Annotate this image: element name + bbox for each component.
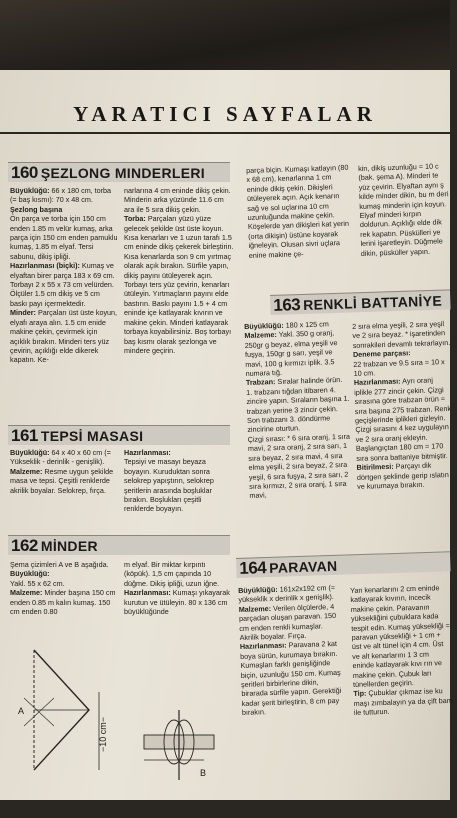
paragraph xyxy=(246,375,352,435)
paragraph-keyword: Hazırlanması (biçki): xyxy=(10,261,80,271)
paragraph-text: 161x2x192 cm (= yükseklik x derinlik x genişlik). xyxy=(238,582,336,605)
paragraph xyxy=(352,319,451,350)
paragraph-text: Kumaşı yıkayarak kurutun ve ütüleyin. 80 x 136 cm büyüklüğünde xyxy=(124,588,230,617)
paragraph xyxy=(358,161,453,258)
section-163-number: 163 xyxy=(273,294,301,315)
section-163-column-2 xyxy=(352,319,457,554)
paragraph xyxy=(10,214,118,261)
section-160-title xyxy=(8,162,230,182)
paragraph-text: 64 x 40 x 60 cm (= Yükseklik - derinlik - genişlik). xyxy=(10,448,111,467)
paragraph xyxy=(10,205,118,214)
issue-number: 7/2001 xyxy=(42,811,64,818)
paragraph-text: Parçayı dik dörtgen şeklinde gerip ıslatın ve kurumaya bırakın. xyxy=(356,460,449,491)
page-header: YARATICI SAYFALAR xyxy=(73,102,377,126)
paragraph-keyword: Hazırlanması: xyxy=(353,376,401,388)
section-162-title xyxy=(8,535,230,555)
page-footer xyxy=(3,808,64,818)
section-161-title xyxy=(8,425,230,445)
section-163-title xyxy=(270,289,451,315)
paragraph-text: Minder başına 150 cm enden 0.85 m kalın kumaş. 150 cm enden 0.80 xyxy=(10,588,116,617)
paragraph xyxy=(354,375,455,463)
section-160-number: 160 xyxy=(11,162,38,182)
section-162-column-2 xyxy=(124,560,232,640)
section-163-name: RENKLİ BATTANİYE xyxy=(302,292,443,313)
paragraph xyxy=(124,214,234,355)
cushion-diagram xyxy=(4,640,230,800)
paragraph-text: Yakl. 55 x 62 cm. xyxy=(10,578,65,588)
section-164-number: 164 xyxy=(239,557,267,578)
header-rule xyxy=(0,132,450,134)
paragraph-text: Parçaları üst üste koyun, elyafı araya alın. 1.5 cm enide makine çekin, çevirmek için açıklık bırakın. Minderi ters yüz çevirin, açıklığı elde dikerek kapatın. Ke- xyxy=(10,308,118,365)
paragraph xyxy=(10,186,118,205)
paragraph-text: 2 sıra elma yeşili, 2 sıra yeşil ve 2 sıra beyaz. * işaretinden sonrakileri devamlı tekrarlayın. xyxy=(352,319,451,350)
paragraph-text: kin, dikiş uzunluğu = 10 c (bak. şema A). Minderi te yüz çevirin. Elyaftan aynı ş kilde minder dikin, bu m deri kumaş minderin için koyun. Elyaf minderi kırpın doldurun. Açıklığı elde dik rek kapatın. Püskülleri ye lerini işaretleyin. Düğmele dikin, püsküller yapın. xyxy=(358,161,449,258)
paragraph-keyword: Büyüklüğü: xyxy=(238,584,278,595)
section-164-column-2 xyxy=(350,583,457,796)
paragraph-text: Ön parça ve torba için 150 cm enden 1.85 m velür kumaş, arka parça için 150 cm enden pamuklu kumaş, 1.85 m elyaf. Tersi sabunu, dikiş ipliği. xyxy=(10,214,118,261)
cushion-diagram-svg xyxy=(4,640,230,800)
paragraph-text: 66 x 180 cm, torba (= baş kısmı): 70 x 48 cm. xyxy=(10,186,112,205)
section-160-column-1 xyxy=(10,186,118,428)
paragraph xyxy=(240,639,346,717)
paragraph-text: 180 x 125 cm xyxy=(283,319,329,330)
paragraph xyxy=(124,457,232,513)
paragraph-text: Çizgi sırası: * 6 sıra oranj, 1 sıra mavi, 2 sıra oranj, 2 sıra sarı, 1 sıra beyaz, 2 sıra mavi, 4 sıra elma yeşili, 2 sıra beyaz, 2 sıra yeşil, 6 sıra fuşya, 2 sıra sarı, 2 sıra kırmızı, 2 sıra oranj, 1 sıra mavi, xyxy=(247,431,351,501)
paragraph xyxy=(10,308,118,364)
paragraph xyxy=(356,460,455,491)
brand-logo: burda xyxy=(14,808,39,818)
paragraph-keyword: Deneme parçası: xyxy=(352,348,411,360)
dimension-label: −10 cm− xyxy=(98,716,108,752)
paragraph xyxy=(10,261,118,308)
paragraph-text: Parçaları yüzü yüze gelecek şekilde üst üste koyun. Kısa kenarları ve 1 uzun tarafı 1.5 cm eninde dikiş çekerek birleştirin. Kısa kenarlarda son 9 cm yırtmaç olarak açık bırakın. Sürfile yapın, dikiş payını ütüleyerek açın. Torbayı ters yüz çevirin, kenarları ütüleyin. Yırtmaçların payını elde bastırın. Baskı payını 1.5 + 4 cm eninde içe katlayarak kıvırın ve makine çekin. Minderi katlayarak torbaya koyabilirsiniz. Boş torbayı baş kısmı olarak şezlonga ve mindere geçirin. xyxy=(124,214,234,355)
paragraph-keyword: Minder: xyxy=(10,308,36,318)
paragraph xyxy=(10,448,118,467)
diagram-a-corner-marks xyxy=(24,698,54,726)
paragraph-keyword: Malzeme: xyxy=(244,330,277,341)
section-164-title xyxy=(236,551,451,578)
paragraph-keyword: Trabzan: xyxy=(245,377,276,388)
paragraph-text: Şema çizimleri A ve B aşağıda. xyxy=(10,560,109,569)
paragraph xyxy=(239,602,344,643)
paragraph-keyword: Hazırlanması: xyxy=(124,588,171,598)
section-160-name: ŞEZLONG MINDERLERI xyxy=(40,164,205,181)
diagram-a-label: A xyxy=(18,706,25,716)
photo-background-top xyxy=(0,0,450,70)
paragraph-keyword: Malzeme: xyxy=(10,466,43,476)
section-160-column-3 xyxy=(246,163,354,296)
paragraph-text: Çubuklar çıkmaz ise ku maşı zımbalayın ya da çift bant ile tutturun. xyxy=(353,686,453,718)
paragraph-text: Ayrı oranj iplikle 277 zincir çekin. Çizgi sırasına göre trabzan örün = sıra başına 275 trabzan. Renk geçişlerinde iplikleri gizleyin. Çizgi sırasını 4 kez uygulayın ve 2 sıra oranj ekleyin. Başlangıçtan 180 cm = 170 sıra sonra battaniye bitmiştir. xyxy=(354,375,452,463)
paragraph xyxy=(124,560,232,588)
paragraph xyxy=(350,583,453,690)
paragraph xyxy=(124,448,232,457)
section-162-column-1 xyxy=(10,560,118,640)
paragraph-text: Kumaş ve elyaftan birer parça 183 x 69 cm. Torbayı 2 x 55 x 73 cm velürden. Ölçüler 1.5 cm dikiş ve 5 cm baskı payı içermektedir. xyxy=(10,261,115,308)
section-163-column-1 xyxy=(244,319,355,554)
diagram-b-label: B xyxy=(200,768,207,778)
paragraph-text: Yan kenarlarını 2 cm eninde katlayarak kıvırın, incecik makine çekin. Paravanın yüksekliğini çubuklara kada tespit edin. Kumaş yüksekliği = paravan yüksekliği + 1 cm + üst ve alt tünel için 4 cm. Üst ve alt kenarlarını 1 3 cm eninde katlayarak kıvı rın ve makine çekin. Çubuk ları tünellerden geçirin. xyxy=(350,583,450,690)
paragraph xyxy=(10,579,118,588)
paragraph-text: Resme uygun şekilde masa ve tepsi. Çeşitli renklerde akrilik boyalar. Selokrep, fırça. xyxy=(10,466,114,495)
section-162-number: 162 xyxy=(11,535,38,555)
section-161-column-2 xyxy=(124,448,232,528)
page-number: 36 xyxy=(3,811,11,818)
paragraph xyxy=(248,432,354,501)
paragraph-text: Sıralar halinde örün. 1. trabzanı tığdan itibaren 4. zincire yapın. Sıraların başına 1. trabzan yerine 3 zincir çekin. Son trabzanı 3. döndürme zincirine oturtun. xyxy=(246,375,350,435)
diagram-b xyxy=(144,710,214,780)
section-161-column-1 xyxy=(10,448,118,528)
paragraph xyxy=(124,588,232,616)
section-162-name: MİNDER xyxy=(40,537,98,554)
section-164-column-1 xyxy=(238,583,349,796)
paragraph-keyword: Malzeme: xyxy=(238,603,272,614)
section-161-name: TEPSİ MASASI xyxy=(40,427,144,444)
paragraph xyxy=(10,560,118,569)
paragraph-keyword: Torba: xyxy=(124,214,146,224)
paragraph-text: parça biçin. Kumaşı katlayın (80 x 68 cm), kenarlarına 1 cm eninde dikiş çekin. Dikişleri ütüleyerek açın. Açık kenarın sağ ve sol uçlarına 10 cm uzunluğunda makine çekin. Köşelerde yan dikişleri kat yerin (orta dikişin) üstüne koyarak iğneleyin. Olusan sivri uçlara enine makine çe- xyxy=(246,162,350,260)
paragraph-keyword: Büyüklüğü: xyxy=(10,186,50,195)
diagram-a xyxy=(18,650,89,770)
paragraph xyxy=(124,186,234,214)
paragraph-text: 22 trabzan ve 9.5 sıra = 10 x 10 cm. xyxy=(353,356,445,379)
paragraph-text: Verilen ölçülerde, 4 parçadan oluşan paravan. 150 cm enden renkli kumaşlar. Akrilik boyalar. Fırça. xyxy=(238,601,337,643)
paragraph-keyword: Malzeme: xyxy=(10,588,43,598)
paragraph xyxy=(10,569,118,578)
diagram-dimension xyxy=(98,692,108,770)
paragraph-keyword: Büyüklüğü: xyxy=(10,569,50,579)
paragraph-keyword: Hazırlanması: xyxy=(124,448,171,457)
paragraph-keyword: Şezlong başına xyxy=(10,204,63,214)
paragraph xyxy=(10,588,118,616)
paragraph xyxy=(244,328,349,378)
paragraph-text: m elyaf. Bir miktar kırpıntı (köpük). 1,5 cm çapında 10 düğme. Dikiş ipliği, uzun iğne. xyxy=(124,560,220,588)
paragraph-keyword: Bitirilmesi: xyxy=(356,461,394,473)
paragraph-text: Paravana 2 kat boya sürün, kurumaya bırakın. Kumaşları farklı genişliğinde biçin, uzunluğu 150 cm. Kumaş şeritleri birbirlerine dikin, birarada sürfile yapın. Gerektiği kadar şerit birleştirin, 8 cm pay bırakın. xyxy=(240,639,342,718)
magazine-page xyxy=(0,70,453,818)
paragraph xyxy=(353,686,454,717)
paragraph-keyword: Hazırlanması: xyxy=(239,640,287,652)
paragraph-text: Tepsiyi ve masayı beyaza boyayın. Kuruduktan sonra selokrep yapıştırın, selokrep şeritlerin arasında boşluklar bırakın. Boşlukları çeşitli renklerde boyayın. xyxy=(124,457,214,514)
paragraph-keyword: Büyüklüğü: xyxy=(10,448,50,457)
paragraph xyxy=(246,163,353,260)
paragraph-text: Yakl. 350 g oranj, 250gr g beyaz, elma yeşili ve fuşya, 150gr g sarı, yeşil ve mavi, 100 g kırmızı iplik. 3.5 numara tığ. xyxy=(244,328,338,379)
section-164-name: PARAVAN xyxy=(268,557,338,576)
section-160-column-2 xyxy=(124,186,234,428)
paragraph-keyword: Büyüklüğü: xyxy=(244,320,284,331)
section-160-column-4 xyxy=(358,161,454,294)
paragraph-keyword: Tip: xyxy=(353,689,367,699)
paragraph-text: narlarına 4 cm eninde dikiş çekin. Minderin arka yüzünde 11.6 cm ara ile 5 sıra dikiş çekin. xyxy=(124,186,231,214)
paragraph xyxy=(10,467,118,495)
section-161-number: 161 xyxy=(11,425,38,445)
